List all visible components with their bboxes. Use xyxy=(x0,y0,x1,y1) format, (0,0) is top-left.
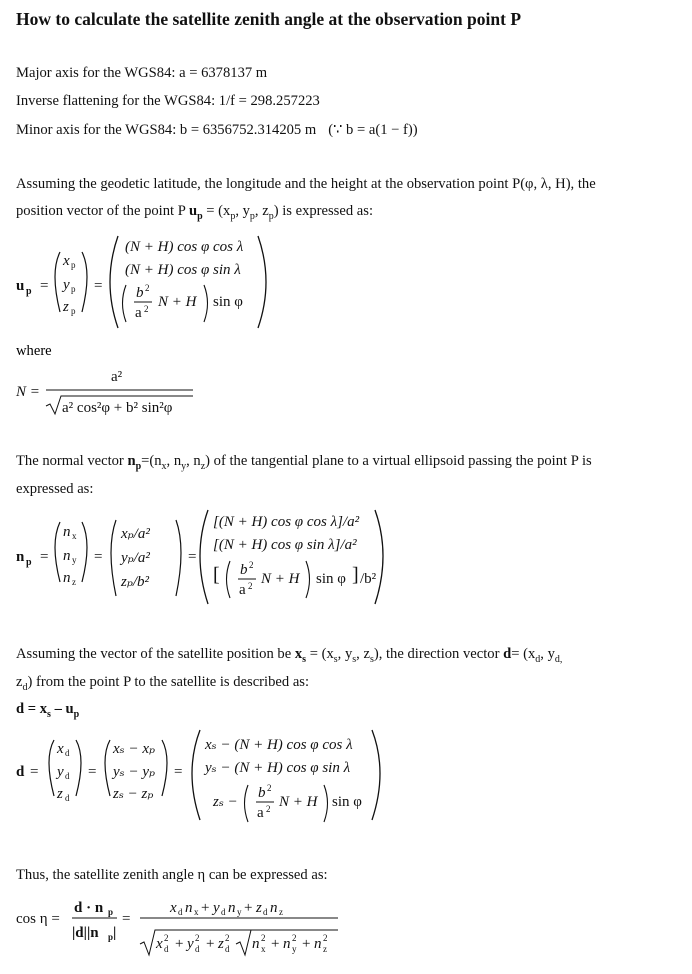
svg-text:p: p xyxy=(71,284,76,294)
svg-text:n: n xyxy=(252,936,260,952)
subscript: s xyxy=(352,653,357,665)
zenith-intro: Thus, the satellite zenith angle η can be expressed as: xyxy=(16,867,328,883)
svg-text:d: d xyxy=(65,748,70,758)
svg-text:[: [ xyxy=(213,564,220,586)
normal-row3-tail: N + H xyxy=(261,571,300,587)
svg-text:b: b xyxy=(240,562,248,578)
svg-text:z: z xyxy=(323,944,327,954)
svg-text:=: = xyxy=(88,764,97,780)
subscript: p xyxy=(230,210,236,222)
svg-text:d: d xyxy=(221,907,226,917)
text-run: = (x xyxy=(202,203,231,219)
svg-text:b: b xyxy=(136,285,144,301)
text-run: position vector of the point P xyxy=(16,203,189,219)
dir-row-1: xₛ − (N + H) cos φ cos λ xyxy=(205,737,353,753)
svg-text:y: y xyxy=(63,277,70,293)
svg-text:d: d xyxy=(65,771,70,781)
n-denominator: a² cos²φ + b² sin²φ xyxy=(62,400,173,416)
svg-text:2: 2 xyxy=(261,933,266,943)
svg-text:p: p xyxy=(108,907,114,917)
dir-mid-3: zₛ − zₚ xyxy=(113,786,154,802)
text-run: Assuming the vector of the satellite position be xyxy=(16,646,295,662)
svg-text:+: + xyxy=(271,936,280,952)
position-intro-line2 xyxy=(16,203,373,222)
svg-text:2: 2 xyxy=(145,283,150,293)
eq-up-row1: (N + H) cos φ cos λ xyxy=(125,239,244,255)
dir-mid-1: xₛ − xₚ xyxy=(113,741,155,757)
equation-zenith xyxy=(16,900,338,955)
svg-text:z: z xyxy=(256,900,262,916)
page-title: How to calculate the satellite zenith angle at the observation point P xyxy=(16,9,522,29)
svg-text:y: y xyxy=(187,936,194,952)
vector-n: n xyxy=(127,453,136,469)
normal-mid-1: xₚ/a² xyxy=(121,526,150,542)
svg-text:x: x xyxy=(63,253,70,269)
equation-position-vector xyxy=(16,236,266,328)
equation-direction-vector xyxy=(16,730,380,822)
eq-up-row3-tail: N + H xyxy=(158,294,197,310)
svg-text:x: x xyxy=(57,741,64,757)
text-run: – u xyxy=(50,701,74,717)
equation-n xyxy=(15,369,193,416)
subscript: y xyxy=(181,460,187,472)
dir-row3-head: zₛ − xyxy=(213,794,238,810)
svg-text:a: a xyxy=(135,305,142,321)
svg-text:y: y xyxy=(292,944,297,954)
subscript: p xyxy=(249,210,255,222)
equation-normal-vector xyxy=(16,510,383,604)
subscript: x xyxy=(161,460,167,472)
svg-text:n: n xyxy=(283,936,291,952)
text-run: z xyxy=(16,674,23,690)
svg-text:+: + xyxy=(206,936,215,952)
eq-up-lhs: u xyxy=(16,278,25,294)
text-run: d = x xyxy=(16,701,48,717)
subscript: s xyxy=(369,653,374,665)
svg-text:n: n xyxy=(63,524,71,540)
svg-text:z: z xyxy=(57,786,63,802)
svg-text:p: p xyxy=(26,557,32,568)
svg-text:z: z xyxy=(279,907,283,917)
text-run: , z xyxy=(254,203,269,219)
vector-u: u xyxy=(188,203,198,219)
dir-row3-end: sin φ xyxy=(332,794,362,810)
normal-row3-div: /b² xyxy=(360,571,377,587)
position-intro-line1: Assuming the geodetic latitude, the longitude and the height at the observation point P(φ, λ, H), the xyxy=(16,176,596,192)
svg-text:x: x xyxy=(194,907,199,917)
svg-text:n: n xyxy=(185,900,193,916)
major-axis-text: Major axis for the WGS84: a = 6378137 m xyxy=(16,65,268,81)
svg-text:=: = xyxy=(174,764,183,780)
svg-text:2: 2 xyxy=(144,304,149,314)
normal-intro-line1 xyxy=(16,453,592,472)
text-run: ) of the tangential plane to a virtual ellipsoid passing the point P is xyxy=(205,453,592,469)
text-run: , y xyxy=(540,646,555,662)
svg-text:2: 2 xyxy=(266,804,271,814)
text-run: =(n xyxy=(141,453,162,469)
svg-text:2: 2 xyxy=(292,933,297,943)
subscript: p xyxy=(73,708,80,720)
direction-intro-line2 xyxy=(16,674,309,693)
normal-row3-end: sin φ xyxy=(316,571,346,587)
eq-up-row2: (N + H) cos φ sin λ xyxy=(125,262,241,278)
svg-text:n: n xyxy=(270,900,278,916)
svg-text:n: n xyxy=(63,548,71,564)
normal-row-2: [(N + H) cos φ sin λ]/a² xyxy=(213,537,357,553)
text-run: , n xyxy=(186,453,201,469)
svg-text:x: x xyxy=(170,900,177,916)
vector-d: d xyxy=(503,646,512,662)
text-run: , y xyxy=(337,646,353,662)
svg-text:2: 2 xyxy=(195,933,200,943)
subscript: d xyxy=(535,653,541,665)
eq-up-row3-end: sin φ xyxy=(213,294,243,310)
svg-text:=: = xyxy=(94,278,103,294)
subscript: s xyxy=(333,653,338,665)
svg-text:x: x xyxy=(156,936,163,952)
svg-text:d: d xyxy=(225,944,230,954)
svg-text:x: x xyxy=(72,531,77,541)
vector-x: x xyxy=(294,646,303,662)
svg-text:+: + xyxy=(302,936,311,952)
svg-text:2: 2 xyxy=(249,560,254,570)
svg-text:d: d xyxy=(195,944,200,954)
svg-text:2: 2 xyxy=(164,933,169,943)
svg-text:p: p xyxy=(71,260,76,270)
svg-text:|: | xyxy=(113,925,117,941)
svg-text:z: z xyxy=(218,936,224,952)
svg-text:x: x xyxy=(261,944,266,954)
svg-text:=: = xyxy=(30,764,39,780)
text-run: , y xyxy=(235,203,250,219)
direction-relation xyxy=(16,701,79,720)
svg-text:z: z xyxy=(63,299,69,315)
minor-axis-note: (∵ b = a(1 − f)) xyxy=(328,122,418,138)
text-run: ) from the point P to the satellite is described as: xyxy=(27,674,310,690)
text-run: = (x xyxy=(306,646,334,662)
dir-row3-tail: N + H xyxy=(279,794,318,810)
svg-text:+: + xyxy=(175,936,184,952)
subscript: z xyxy=(200,460,206,472)
svg-text:y: y xyxy=(237,907,242,917)
svg-text:+: + xyxy=(244,900,253,916)
svg-text:d: d xyxy=(178,907,183,917)
svg-text:=: = xyxy=(122,911,131,927)
svg-text:n: n xyxy=(63,570,71,586)
normal-intro-line2: expressed as: xyxy=(16,481,94,497)
normal-mid-3: zₚ/b² xyxy=(121,574,150,590)
svg-text:d: d xyxy=(65,793,70,803)
svg-text:p: p xyxy=(108,932,114,942)
svg-text:n: n xyxy=(16,549,25,565)
dir-row-2: yₛ − (N + H) cos φ sin λ xyxy=(205,760,351,776)
svg-text:p: p xyxy=(71,306,76,316)
svg-text:2: 2 xyxy=(267,783,272,793)
subscript: p xyxy=(135,460,142,472)
n-numerator: a² xyxy=(111,369,123,385)
svg-text:2: 2 xyxy=(225,933,230,943)
svg-text:b: b xyxy=(258,785,266,801)
svg-text:d: d xyxy=(263,907,268,917)
svg-text:n: n xyxy=(228,900,236,916)
subscript: p xyxy=(268,210,274,222)
subscript: d, xyxy=(554,653,563,665)
svg-text:n: n xyxy=(314,936,322,952)
svg-text:d: d xyxy=(164,944,169,954)
svg-text:=: = xyxy=(94,549,103,565)
direction-intro-line1 xyxy=(16,646,562,665)
text-run: = (x xyxy=(511,646,536,662)
zenith-lhs: cos η = xyxy=(16,911,60,927)
svg-text:a: a xyxy=(257,805,264,821)
text-run: , n xyxy=(166,453,182,469)
text-run: , z xyxy=(356,646,370,662)
text-run: The normal vector xyxy=(16,453,128,469)
subscript: s xyxy=(302,653,307,665)
svg-text:d · n: d · n xyxy=(74,900,104,916)
subscript: d xyxy=(22,681,28,693)
svg-text:y: y xyxy=(213,900,220,916)
svg-text:y: y xyxy=(72,555,77,565)
dir-mid-2: yₛ − yₚ xyxy=(113,764,155,780)
svg-text:|d||n: |d||n xyxy=(72,925,99,941)
svg-text:=: = xyxy=(40,278,49,294)
where-label: where xyxy=(16,343,52,359)
minor-axis-value: Minor axis for the WGS84: b = 6356752.314205 m xyxy=(16,122,317,138)
normal-mid-2: yₚ/a² xyxy=(121,550,150,566)
normal-row-1: [(N + H) cos φ cos λ]/a² xyxy=(213,514,360,530)
subscript: s xyxy=(47,708,51,720)
inverse-flattening-text: Inverse flattening for the WGS84: 1/f = 298.257223 xyxy=(16,93,320,109)
n-lhs: N = xyxy=(16,384,40,400)
svg-text:d: d xyxy=(16,764,25,780)
svg-text:p: p xyxy=(26,286,32,297)
svg-text:y: y xyxy=(57,764,64,780)
subscript: p xyxy=(197,210,203,222)
text-run: ) is expressed as: xyxy=(273,203,373,219)
svg-text:+: + xyxy=(201,900,210,916)
svg-text:a: a xyxy=(239,582,246,598)
svg-text:]: ] xyxy=(352,564,359,586)
text-run: ), the direction vector xyxy=(373,646,504,662)
svg-text:2: 2 xyxy=(248,581,253,591)
svg-text:=: = xyxy=(40,549,49,565)
svg-text:z: z xyxy=(72,577,76,587)
svg-text:2: 2 xyxy=(323,933,328,943)
minor-axis-text xyxy=(16,121,418,139)
svg-text:=: = xyxy=(188,549,197,565)
